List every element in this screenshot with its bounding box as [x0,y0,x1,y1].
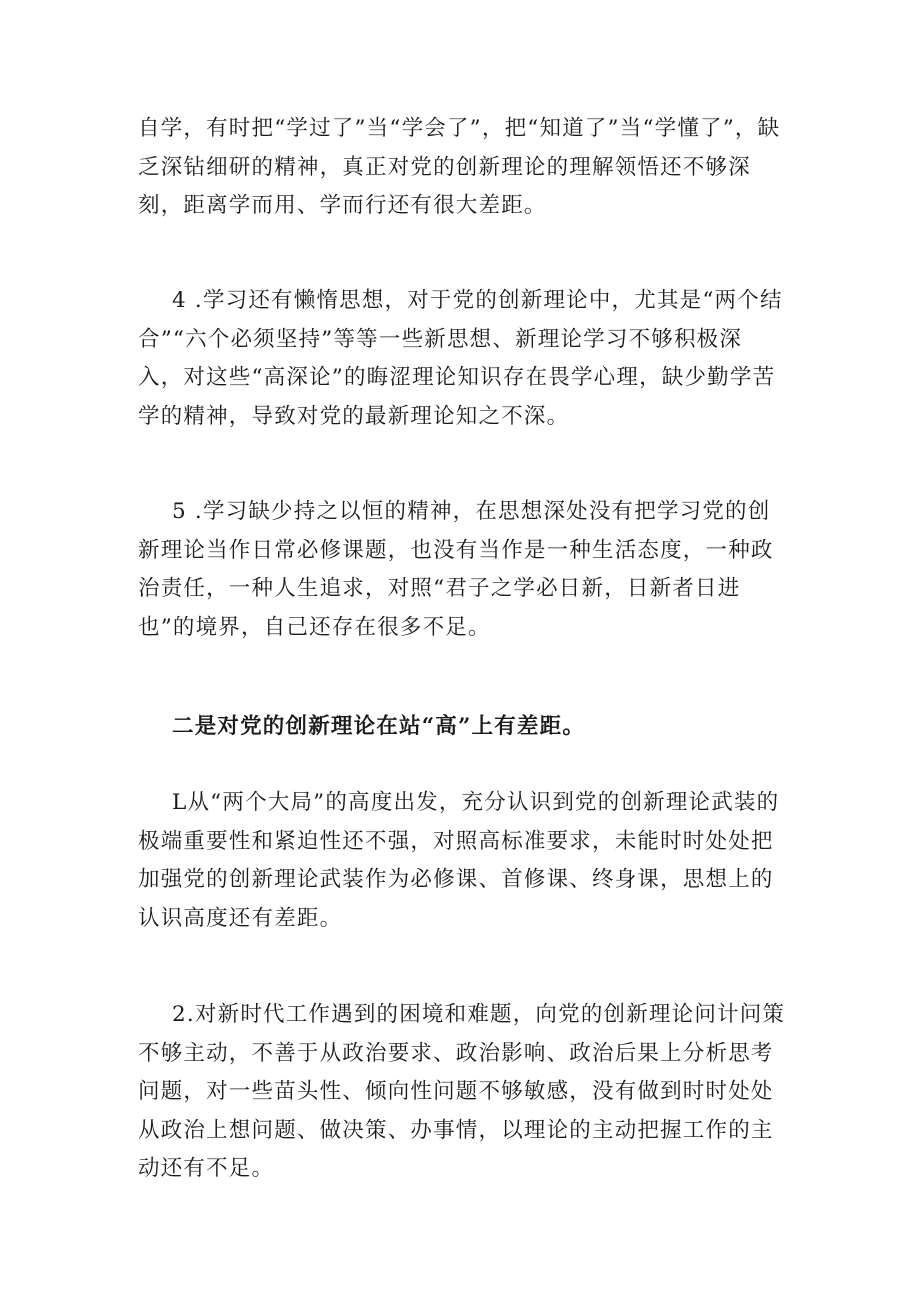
paragraph-text: 2.对新时代工作遇到的困境和难题，向党的创新理论问计问策不够主动，不善于从政治要求、政治影响、政治后果上分析思考问题，对一些苗头性、倾向性问题不够敏感，没有做到时时处处从政治上想问题、做决策、办事情，以理论的主动把握工作的主动还有不足。 [138,1002,786,1181]
section-heading-2 [138,708,786,747]
heading-text: 二是对党的创新理论在站“高”上有差距。 [172,714,586,739]
paragraph-text: 5 .学习缺少持之以恒的精神，在思想深处没有把学习党的创新理论当作日常必修课题，也没有当作是一种生活态度，一种政治责任，一种人生追求，对照“君子之学必日新，日新者日进也”的境界，自己还存在很多不足。 [138,499,774,640]
paragraph-item-5 [138,493,786,647]
paragraph-text: 自学，有时把“学过了”当“学会了”，把“知道了”当“学懂了”，缺乏深钻细研的精神，真正对党的创新理论的理解领悟还不够深刻，距离学而用、学而行还有很大差距。 [138,116,781,218]
paragraph-continuation [138,110,786,226]
paragraph-item-L [138,784,786,938]
paragraph-item-4 [138,282,786,436]
paragraph-text: L从“两个大局”的高度出发，充分认识到党的创新理论武装的极端重要性和紧迫性还不强，对照高标准要求，未能时时处处把加强党的创新理论武装作为必修课、首修课、终身课，思想上的认识高度还有差距。 [138,790,780,931]
paragraph-text: 4 .学习还有懒惰思想，对于党的创新理论中，尤其是“两个结合”“六个必须坚持”等等一些新思想、新理论学习不够积极深入，对这些“高深论”的晦涩理论知识存在畏学心理，缺少勤学苦学的精神，导致对党的最新理论知之不深。 [138,288,783,429]
paragraph-item-2 [138,996,786,1189]
